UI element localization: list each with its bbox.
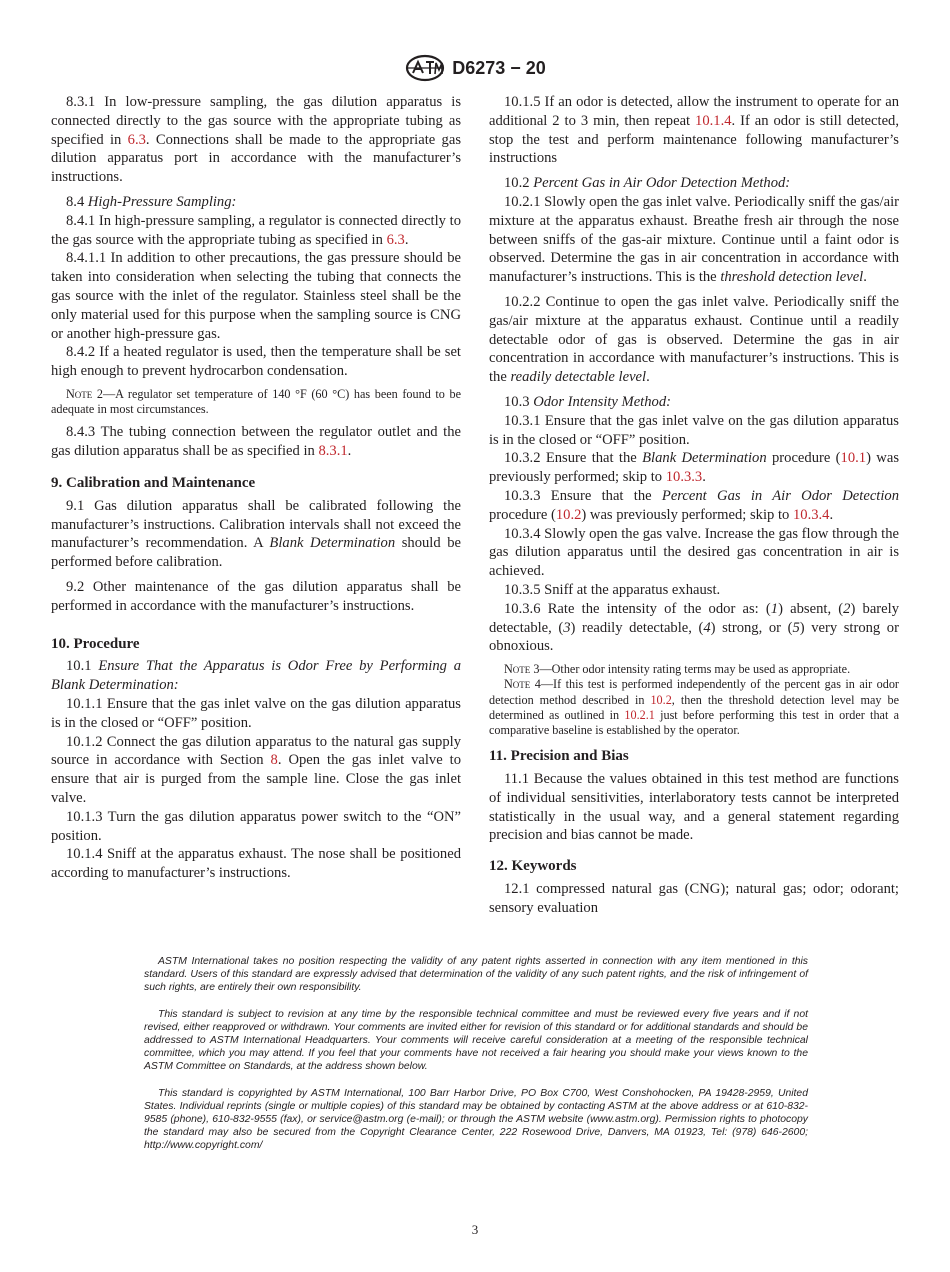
paragraph-10-1: 10.1 Ensure That the Apparatus is Odor Free by Performing a Blank Determination:	[51, 658, 462, 694]
paragraph-10-1-1: 10.1.1 Ensure that the gas inlet valve on the gas dilution apparatus is in the closed or “OFF” position.	[51, 695, 461, 731]
paragraph-9-1: 9.1 Gas dilution apparatus shall be calibrated following the manufacturer’s instructions. Calibration intervals shall not exceed the manufacturer’s recommendation. A Blank Determination should be performed before calibration.	[51, 497, 461, 571]
paragraph-10-1-3: 10.1.3 Turn the gas dilution apparatus power switch to the “ON” position.	[51, 808, 461, 844]
ref-link[interactable]: 6.3	[386, 231, 405, 248]
ref-link[interactable]: 8.3.1	[318, 443, 348, 460]
paragraph-10-3-6: 10.3.6 Rate the intensity of the odor as: (1) absent, (2) barely detectable, (3) readily detectable, (4) strong, or (5) very strong or obnoxious.	[489, 600, 899, 655]
note-4: Note 4—If this test is performed independently of the percent gas in air odor detection method described in 10.2, then the threshold detection level may be determined as outlined in 10.2.1 just before performing this test in order that a comparative baseline is established by the operator.	[489, 677, 899, 737]
paragraph-10-3-2: 10.3.2 Ensure that the Blank Determination procedure (10.1) was previously performed; skip to 10.3.3.	[489, 450, 899, 486]
paragraph-8-4: 8.4 High-Pressure Sampling:	[66, 193, 237, 210]
ref-link[interactable]: 10.2.1	[624, 707, 655, 722]
paragraph-10-3-4: 10.3.4 Slowly open the gas valve. Increase the gas flow through the gas dilution apparatus until the desired gas concentration in air is achieved.	[489, 525, 899, 580]
section-9-heading: 9. Calibration and Maintenance	[51, 474, 256, 491]
section-11-heading: 11. Precision and Bias	[489, 748, 629, 765]
paragraph-10-3: 10.3 Odor Intensity Method:	[504, 393, 671, 410]
paragraph-9-2: 9.2 Other maintenance of the gas dilution apparatus shall be performed in accordance with the manufacturer’s instructions.	[51, 578, 461, 614]
ref-link[interactable]: 10.1.4	[695, 112, 732, 129]
ref-link[interactable]: 6.3	[127, 131, 146, 148]
section-12-heading: 12. Keywords	[489, 858, 577, 875]
paragraph-10-3-1: 10.3.1 Ensure that the gas inlet valve on the gas dilution apparatus is in the closed or “OFF” position.	[489, 412, 899, 448]
copyright-notice: This standard is copyrighted by ASTM International, 100 Barr Harbor Drive, PO Box C700, West Conshohocken, PA 19428-2959, United States. Individual reprints (single or multiple copies) of this standard may be obtained by contacting ASTM at the above address or at 610-832-9585 (phone), 610-832-9555 (fax), or service@astm.org (e-mail); or through the ASTM website (www.astm.org). Permission rights to photocopy the standard may also be secured from the Copyright Clearance Center, 222 Rosewood Drive, Danvers, MA 01923, Tel: (978) 646-2600; http://www.copyright.com/	[144, 1087, 808, 1152]
standard-code: D6273 − 20	[452, 57, 546, 78]
note-2: Note 2—A regulator set temperature of 140 °F (60 °C) has been found to be adequate in most circumstances.	[51, 386, 461, 417]
note-3: Note 3—Other odor intensity rating terms may be used as appropriate.	[504, 662, 851, 677]
paragraph-11-1: 11.1 Because the values obtained in this test method are functions of individual sensitivities, interlaboratory tests cannot be interpreted statistically in the usual way, and a general statement regarding precision and bias cannot be made.	[489, 770, 899, 844]
paragraph-10-2-1: 10.2.1 Slowly open the gas inlet valve. Periodically sniff the gas/air mixture at the apparatus exhaust. Breathe fresh air through the nose between sniffs of the gas-air mixture. Continue until a faint odor is observed. Determine the gas in air concentration in accordance with manufacturer’s instructions. This is the threshold detection level.	[489, 193, 899, 286]
paragraph-10-1-5: 10.1.5 If an odor is detected, allow the instrument to operate for an additional 2 to 3 min, then repeat 10.1.4. If an odor is still detected, stop the test and perform maintenance following manufacturer’s instructions	[489, 94, 899, 167]
paragraph-10-1-4: 10.1.4 Sniff at the apparatus exhaust. The nose shall be positioned according to manufacturer’s instructions.	[51, 846, 461, 882]
paragraph-10-3-3: 10.3.3 Ensure that the Percent Gas in Air Odor Detection procedure (10.2) was previously performed; skip to 10.3.4.	[489, 487, 899, 523]
ref-link[interactable]: 10.2	[650, 692, 672, 707]
paragraph-10-3-5: 10.3.5 Sniff at the apparatus exhaust.	[504, 581, 721, 598]
right-column	[489, 93, 899, 918]
patent-notice: ASTM International takes no position respecting the validity of any patent rights asserted in connection with any item mentioned in this standard. Users of this standard are expressly advised that determination of the validity of any such patent rights, and the risk of infringement of such rights, are entirely their own responsibility.	[144, 956, 808, 994]
ref-link[interactable]: 10.1	[840, 450, 867, 467]
footer-notices	[144, 955, 808, 1166]
ref-link[interactable]: 10.3.4	[792, 506, 830, 523]
paragraph-8-4-3: 8.4.3 The tubing connection between the regulator outlet and the gas dilution apparatus shall be as specified in 8.3.1.	[51, 424, 461, 460]
paragraph-12-1: 12.1 compressed natural gas (CNG); natural gas; odor; odorant; sensory evaluation	[489, 880, 899, 916]
page-header	[0, 54, 950, 84]
paragraph-10-2-2: 10.2.2 Continue to open the gas inlet valve. Periodically sniff the gas/air mixture at the apparatus exhaust. Continue until a readily detectable odor of gas is observed. Determine the gas in air concentration in accordance with manufacturer’s instructions. This is the readily detectable level.	[489, 293, 899, 386]
astm-logo-icon	[404, 54, 446, 82]
page-number: 3	[471, 1222, 479, 1237]
ref-link[interactable]: 10.3.3	[665, 469, 703, 486]
left-column	[51, 93, 461, 883]
ref-link[interactable]: 8	[270, 752, 278, 769]
paragraph-10-2: 10.2 Percent Gas in Air Odor Detection Method:	[504, 175, 791, 192]
ref-link[interactable]: 10.2	[555, 506, 582, 523]
paragraph-8-4-2: 8.4.2 If a heated regulator is used, then the temperature shall be set high enough to prevent hydrocarbon condensation.	[51, 344, 461, 380]
paragraph-8-4-1-1: 8.4.1.1 In addition to other precautions, the gas pressure should be taken into consideration when selecting the tubing that connects the gas source with the inlet of the regulator. Stainless steel shall be the only material used for this purpose when the sampling source is CNG or another high-pressure gas.	[51, 250, 461, 342]
revision-notice: This standard is subject to revision at any time by the responsible technical committee and must be reviewed every five years and if not revised, either reapproved or withdrawn. Your comments are invited either for revision of this standard or for additional standards and should be addressed to ASTM International Headquarters. Your comments will receive careful consideration at a meeting of the responsible technical committee, which you may attend. If you feel that your comments have not received a fair hearing you should make your views known to the ASTM Committee on Standards, at the address shown below.	[144, 1008, 808, 1073]
paragraph-10-1-2: 10.1.2 Connect the gas dilution apparatus to the natural gas supply source in accordance with Section 8. Open the gas inlet valve to ensure that air is purged from the sample line. Close the gas inlet valve.	[51, 733, 462, 806]
paragraph-8-3-1: 8.3.1 In low-pressure sampling, the gas dilution apparatus is connected directly to the gas source with the appropriate tubing as specified in 6.3. Connections shall be made to the appropriate gas dilution apparatus port in accordance with the manufacturer’s instructions.	[51, 94, 462, 186]
section-10-heading: 10. Procedure	[51, 635, 140, 652]
paragraph-8-4-1: 8.4.1 In high-pressure sampling, a regulator is connected directly to the gas source with the appropriate tubing as specified in 6.3.	[51, 212, 461, 248]
